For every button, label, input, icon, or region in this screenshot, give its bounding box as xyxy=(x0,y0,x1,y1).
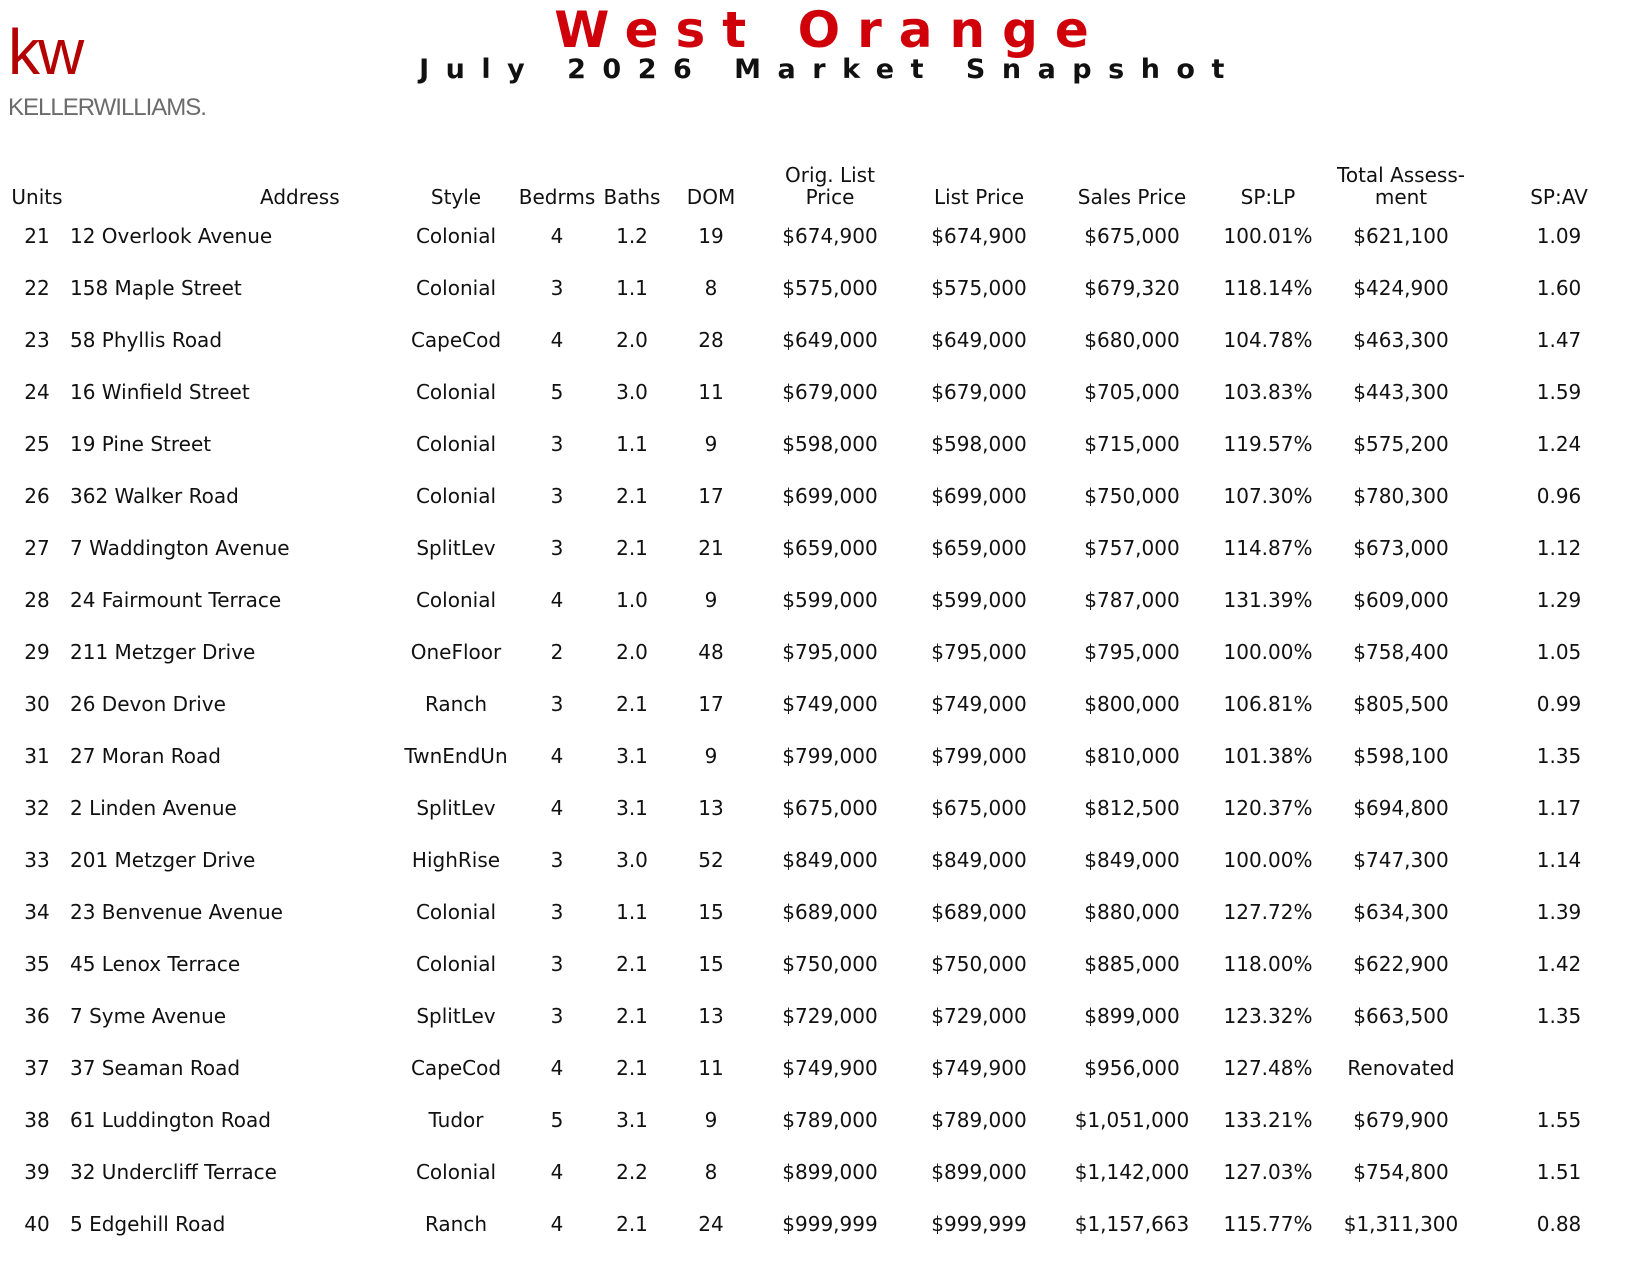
col-total-assessment-line2: ment xyxy=(1374,185,1428,209)
sp-av-cell: 1.47 xyxy=(1536,328,1582,352)
sp-lp-cell: 104.78% xyxy=(1223,328,1313,352)
sp-lp-cell: 107.30% xyxy=(1223,484,1313,508)
baths-cell: 1.2 xyxy=(616,224,648,248)
baths-cell: 3.1 xyxy=(616,796,648,820)
sp-lp-cell: 106.81% xyxy=(1223,692,1313,716)
sp-av-cell: 1.35 xyxy=(1536,744,1582,768)
sp-av-cell: 1.55 xyxy=(1536,1108,1582,1132)
baths-cell: 1.1 xyxy=(616,276,648,300)
bedrooms-cell: 5 xyxy=(550,380,564,404)
bedrooms-cell: 3 xyxy=(550,432,564,456)
address-cell: 26 Devon Drive xyxy=(70,692,226,716)
baths-cell: 2.1 xyxy=(616,1004,648,1028)
total-assessment-cell: $424,900 xyxy=(1353,276,1449,300)
total-assessment-cell: $575,200 xyxy=(1353,432,1449,456)
orig-list-price-cell: $675,000 xyxy=(782,796,878,820)
baths-cell: 3.0 xyxy=(616,848,648,872)
units-cell: 32 xyxy=(24,796,50,820)
style-cell: Colonial xyxy=(415,380,497,404)
units-cell: 40 xyxy=(24,1212,50,1236)
table-row xyxy=(8,1094,1642,1146)
sp-lp-cell: 100.00% xyxy=(1223,640,1313,664)
sp-av-cell: 1.24 xyxy=(1536,432,1582,456)
sales-price-cell: $880,000 xyxy=(1084,900,1180,924)
total-assessment-cell: $694,800 xyxy=(1353,796,1449,820)
total-assessment-cell: $463,300 xyxy=(1353,328,1449,352)
orig-list-price-cell: $674,900 xyxy=(782,224,878,248)
units-cell: 39 xyxy=(24,1160,50,1184)
days-on-market-cell: 48 xyxy=(698,640,724,664)
style-cell: Colonial xyxy=(415,588,497,612)
sp-lp-cell: 123.32% xyxy=(1223,1004,1313,1028)
bedrooms-cell: 3 xyxy=(550,952,564,976)
days-on-market-cell: 52 xyxy=(698,848,724,872)
address-cell: 5 Edgehill Road xyxy=(70,1212,226,1236)
orig-list-price-cell: $679,000 xyxy=(782,380,878,404)
style-cell: SplitLev xyxy=(416,1004,496,1028)
col-dom: DOM xyxy=(686,185,736,209)
header-row xyxy=(8,160,1642,210)
sales-price-cell: $679,320 xyxy=(1084,276,1180,300)
days-on-market-cell: 19 xyxy=(698,224,724,248)
style-cell: SplitLev xyxy=(416,796,496,820)
units-cell: 21 xyxy=(24,224,50,248)
total-assessment-cell: $673,000 xyxy=(1353,536,1449,560)
list-price-cell: $729,000 xyxy=(931,1004,1027,1028)
sp-av-cell xyxy=(1476,1042,1642,1094)
sales-price-cell: $885,000 xyxy=(1084,952,1180,976)
sp-av-cell: 1.12 xyxy=(1536,536,1582,560)
list-price-cell: $799,000 xyxy=(931,744,1027,768)
address-cell: 61 Luddington Road xyxy=(70,1108,271,1132)
total-assessment-cell: $747,300 xyxy=(1353,848,1449,872)
table-row xyxy=(8,834,1642,886)
style-cell: Colonial xyxy=(415,1160,497,1184)
col-baths: Baths xyxy=(603,185,661,209)
orig-list-price-cell: $799,000 xyxy=(782,744,878,768)
baths-cell: 2.1 xyxy=(616,484,648,508)
days-on-market-cell: 28 xyxy=(698,328,724,352)
bedrooms-cell: 4 xyxy=(550,588,564,612)
days-on-market-cell: 9 xyxy=(704,588,718,612)
baths-cell: 2.1 xyxy=(616,952,648,976)
list-price-cell: $795,000 xyxy=(931,640,1027,664)
table-row xyxy=(8,938,1642,990)
days-on-market-cell: 17 xyxy=(698,692,724,716)
list-price-cell: $674,900 xyxy=(931,224,1027,248)
total-assessment-cell: $805,500 xyxy=(1353,692,1449,716)
col-sales-price: Sales Price xyxy=(1077,185,1187,209)
address-cell: 16 Winfield Street xyxy=(70,380,250,404)
orig-list-price-cell: $749,900 xyxy=(782,1056,878,1080)
baths-cell: 2.1 xyxy=(616,1056,648,1080)
table-row xyxy=(8,782,1642,834)
style-cell: Ranch xyxy=(424,692,488,716)
style-cell: Colonial xyxy=(415,224,497,248)
list-price-cell: $679,000 xyxy=(931,380,1027,404)
keller-williams-wordmark: KELLERWILLIAMS. xyxy=(8,94,206,121)
sp-lp-cell: 100.01% xyxy=(1223,224,1313,248)
bedrooms-cell: 3 xyxy=(550,1004,564,1028)
style-cell: SplitLev xyxy=(416,536,496,560)
table-row xyxy=(8,314,1642,366)
list-price-cell: $849,000 xyxy=(931,848,1027,872)
list-price-cell: $750,000 xyxy=(931,952,1027,976)
sales-price-cell: $715,000 xyxy=(1084,432,1180,456)
sp-av-cell: 0.96 xyxy=(1536,484,1582,508)
units-cell: 29 xyxy=(24,640,50,664)
orig-list-price-cell: $598,000 xyxy=(782,432,878,456)
bedrooms-cell: 4 xyxy=(550,1160,564,1184)
sp-lp-cell: 101.38% xyxy=(1223,744,1313,768)
list-price-cell: $749,000 xyxy=(931,692,1027,716)
address-cell: 23 Benvenue Avenue xyxy=(70,900,283,924)
days-on-market-cell: 15 xyxy=(698,952,724,976)
style-cell: CapeCod xyxy=(410,328,502,352)
address-cell: 201 Metzger Drive xyxy=(70,848,256,872)
sp-lp-cell: 127.48% xyxy=(1223,1056,1313,1080)
units-cell: 36 xyxy=(24,1004,50,1028)
style-cell: HighRise xyxy=(411,848,501,872)
units-cell: 25 xyxy=(24,432,50,456)
sp-av-cell: 1.09 xyxy=(1536,224,1582,248)
list-price-cell: $575,000 xyxy=(931,276,1027,300)
bedrooms-cell: 3 xyxy=(550,900,564,924)
table-row xyxy=(8,886,1642,938)
address-cell: 7 Waddington Avenue xyxy=(70,536,290,560)
sales-price-cell: $675,000 xyxy=(1084,224,1180,248)
total-assessment-cell: $443,300 xyxy=(1353,380,1449,404)
total-assessment-cell: $780,300 xyxy=(1353,484,1449,508)
units-cell: 34 xyxy=(24,900,50,924)
list-price-cell: $749,900 xyxy=(931,1056,1027,1080)
style-cell: Colonial xyxy=(415,952,497,976)
sp-av-cell: 1.42 xyxy=(1536,952,1582,976)
style-cell: OneFloor xyxy=(410,640,502,664)
sales-price-cell: $1,157,663 xyxy=(1074,1212,1190,1236)
sp-lp-cell: 131.39% xyxy=(1223,588,1313,612)
table-row xyxy=(8,522,1642,574)
table-row xyxy=(8,262,1642,314)
table-row xyxy=(8,990,1642,1042)
orig-list-price-cell: $849,000 xyxy=(782,848,878,872)
style-cell: Tudor xyxy=(428,1108,484,1132)
market-snapshot-table xyxy=(8,160,1642,1250)
address-cell: 32 Undercliff Terrace xyxy=(70,1160,277,1184)
days-on-market-cell: 9 xyxy=(704,432,718,456)
sp-av-cell: 1.51 xyxy=(1536,1160,1582,1184)
col-list-price: List Price xyxy=(933,185,1025,209)
days-on-market-cell: 24 xyxy=(698,1212,724,1236)
days-on-market-cell: 9 xyxy=(704,1108,718,1132)
col-style: Style xyxy=(430,185,482,209)
baths-cell: 3.1 xyxy=(616,1108,648,1132)
list-price-cell: $659,000 xyxy=(931,536,1027,560)
table-row xyxy=(8,678,1642,730)
list-price-cell: $689,000 xyxy=(931,900,1027,924)
total-assessment-cell: $679,900 xyxy=(1353,1108,1449,1132)
sales-price-cell: $705,000 xyxy=(1084,380,1180,404)
address-cell: 37 Seaman Road xyxy=(70,1056,241,1080)
orig-list-price-cell: $795,000 xyxy=(782,640,878,664)
orig-list-price-cell: $750,000 xyxy=(782,952,878,976)
orig-list-price-cell: $575,000 xyxy=(782,276,878,300)
sp-av-cell: 1.39 xyxy=(1536,900,1582,924)
bedrooms-cell: 3 xyxy=(550,536,564,560)
units-cell: 26 xyxy=(24,484,50,508)
col-bedrms: Bedrms xyxy=(518,185,596,209)
sp-av-cell: 0.88 xyxy=(1536,1212,1582,1236)
baths-cell: 1.1 xyxy=(616,900,648,924)
col-orig-list-price xyxy=(756,160,904,210)
sales-price-cell: $680,000 xyxy=(1084,328,1180,352)
sales-price-cell: $1,142,000 xyxy=(1074,1160,1190,1184)
days-on-market-cell: 15 xyxy=(698,900,724,924)
baths-cell: 2.0 xyxy=(616,328,648,352)
sales-price-cell: $1,051,000 xyxy=(1074,1108,1190,1132)
units-cell: 22 xyxy=(24,276,50,300)
sp-lp-cell: 119.57% xyxy=(1223,432,1313,456)
sp-av-cell: 1.29 xyxy=(1536,588,1582,612)
address-cell: 7 Syme Avenue xyxy=(70,1004,227,1028)
col-total-assessment-line1: Total Assess- xyxy=(1337,163,1465,187)
days-on-market-cell: 13 xyxy=(698,1004,724,1028)
sp-lp-cell: 133.21% xyxy=(1223,1108,1313,1132)
bedrooms-cell: 5 xyxy=(550,1108,564,1132)
units-cell: 23 xyxy=(24,328,50,352)
list-price-cell: $599,000 xyxy=(931,588,1027,612)
total-assessment-cell: $634,300 xyxy=(1353,900,1449,924)
style-cell: Colonial xyxy=(415,484,497,508)
sales-price-cell: $787,000 xyxy=(1084,588,1180,612)
orig-list-price-cell: $659,000 xyxy=(782,536,878,560)
units-cell: 24 xyxy=(24,380,50,404)
table-row xyxy=(8,1042,1642,1094)
col-units: Units xyxy=(11,185,63,209)
table-row xyxy=(8,626,1642,678)
sales-price-cell: $899,000 xyxy=(1084,1004,1180,1028)
page-subtitle: July 2026 Market Snapshot xyxy=(419,54,1241,85)
style-cell: TwnEndUn xyxy=(404,744,508,768)
list-price-cell: $649,000 xyxy=(931,328,1027,352)
total-assessment-cell: $622,900 xyxy=(1353,952,1449,976)
baths-cell: 2.1 xyxy=(616,536,648,560)
sp-lp-cell: 127.72% xyxy=(1223,900,1313,924)
style-cell: CapeCod xyxy=(410,1056,502,1080)
total-assessment-cell: $1,311,300 xyxy=(1343,1212,1459,1236)
col-address: Address xyxy=(260,185,340,209)
kw-logo-mark: kw xyxy=(8,16,83,88)
table-row xyxy=(8,210,1642,262)
style-cell: Colonial xyxy=(415,276,497,300)
list-price-cell: $899,000 xyxy=(931,1160,1027,1184)
table-row xyxy=(8,1146,1642,1198)
days-on-market-cell: 21 xyxy=(698,536,724,560)
address-cell: 211 Metzger Drive xyxy=(70,640,256,664)
total-assessment-cell: $598,100 xyxy=(1353,744,1449,768)
orig-list-price-cell: $689,000 xyxy=(782,900,878,924)
days-on-market-cell: 13 xyxy=(698,796,724,820)
table-header xyxy=(8,160,1642,210)
style-cell: Colonial xyxy=(415,432,497,456)
units-cell: 33 xyxy=(24,848,50,872)
days-on-market-cell: 8 xyxy=(704,1160,718,1184)
table-row xyxy=(8,730,1642,782)
units-cell: 38 xyxy=(24,1108,50,1132)
orig-list-price-cell: $749,000 xyxy=(782,692,878,716)
bedrooms-cell: 4 xyxy=(550,1056,564,1080)
sp-lp-cell: 100.00% xyxy=(1223,848,1313,872)
style-cell: Ranch xyxy=(424,1212,488,1236)
days-on-market-cell: 8 xyxy=(704,276,718,300)
total-assessment-cell: $621,100 xyxy=(1353,224,1449,248)
orig-list-price-cell: $729,000 xyxy=(782,1004,878,1028)
bedrooms-cell: 3 xyxy=(550,484,564,508)
sp-lp-cell: 120.37% xyxy=(1223,796,1313,820)
baths-cell: 1.0 xyxy=(616,588,648,612)
units-cell: 31 xyxy=(24,744,50,768)
sp-av-cell: 0.99 xyxy=(1536,692,1582,716)
orig-list-price-cell: $999,999 xyxy=(782,1212,878,1236)
units-cell: 27 xyxy=(24,536,50,560)
table-row xyxy=(8,366,1642,418)
bedrooms-cell: 3 xyxy=(550,848,564,872)
total-assessment-cell: $758,400 xyxy=(1353,640,1449,664)
sales-price-cell: $849,000 xyxy=(1084,848,1180,872)
col-total-assessment xyxy=(1326,160,1476,210)
table-row xyxy=(8,418,1642,470)
bedrooms-cell: 4 xyxy=(550,328,564,352)
bedrooms-cell: 4 xyxy=(550,796,564,820)
list-price-cell: $675,000 xyxy=(931,796,1027,820)
address-cell: 27 Moran Road xyxy=(70,744,221,768)
keller-williams-logo xyxy=(8,16,248,126)
units-cell: 35 xyxy=(24,952,50,976)
sp-lp-cell: 118.00% xyxy=(1223,952,1313,976)
col-orig-list-price-line2: Price xyxy=(805,185,855,209)
orig-list-price-cell: $649,000 xyxy=(782,328,878,352)
units-cell: 37 xyxy=(24,1056,50,1080)
sp-av-cell: 1.14 xyxy=(1536,848,1582,872)
days-on-market-cell: 9 xyxy=(704,744,718,768)
sales-price-cell: $810,000 xyxy=(1084,744,1180,768)
table-row xyxy=(8,470,1642,522)
bedrooms-cell: 4 xyxy=(550,1212,564,1236)
address-cell: 45 Lenox Terrace xyxy=(70,952,241,976)
table-row xyxy=(8,574,1642,626)
sales-price-cell: $757,000 xyxy=(1084,536,1180,560)
page-title: West Orange xyxy=(554,1,1106,59)
days-on-market-cell: 11 xyxy=(698,380,724,404)
days-on-market-cell: 11 xyxy=(698,1056,724,1080)
col-orig-list-price-line1: Orig. List xyxy=(785,163,875,187)
bedrooms-cell: 2 xyxy=(550,640,564,664)
list-price-cell: $999,999 xyxy=(931,1212,1027,1236)
style-cell: Colonial xyxy=(415,900,497,924)
sp-lp-cell: 115.77% xyxy=(1223,1212,1313,1236)
address-cell: 158 Maple Street xyxy=(70,276,242,300)
sp-av-cell: 1.05 xyxy=(1536,640,1582,664)
total-assessment-cell: Renovated xyxy=(1347,1056,1455,1080)
sales-price-cell: $800,000 xyxy=(1084,692,1180,716)
sales-price-cell: $956,000 xyxy=(1084,1056,1180,1080)
bedrooms-cell: 3 xyxy=(550,276,564,300)
baths-cell: 2.1 xyxy=(616,1212,648,1236)
units-cell: 28 xyxy=(24,588,50,612)
bedrooms-cell: 4 xyxy=(550,744,564,768)
list-price-cell: $699,000 xyxy=(931,484,1027,508)
sales-price-cell: $795,000 xyxy=(1084,640,1180,664)
total-assessment-cell: $609,000 xyxy=(1353,588,1449,612)
baths-cell: 3.1 xyxy=(616,744,648,768)
sp-lp-cell: 127.03% xyxy=(1223,1160,1313,1184)
sp-av-cell: 1.60 xyxy=(1536,276,1582,300)
list-price-cell: $598,000 xyxy=(931,432,1027,456)
address-cell: 24 Fairmount Terrace xyxy=(70,588,282,612)
sp-lp-cell: 114.87% xyxy=(1223,536,1313,560)
sp-av-cell: 1.59 xyxy=(1536,380,1582,404)
col-sp-lp: SP:LP xyxy=(1240,185,1296,209)
days-on-market-cell: 17 xyxy=(698,484,724,508)
address-cell: 58 Phyllis Road xyxy=(70,328,223,352)
sales-price-cell: $812,500 xyxy=(1084,796,1180,820)
baths-cell: 3.0 xyxy=(616,380,648,404)
orig-list-price-cell: $789,000 xyxy=(782,1108,878,1132)
table-row xyxy=(8,1198,1642,1250)
address-cell: 362 Walker Road xyxy=(70,484,239,508)
baths-cell: 2.2 xyxy=(616,1160,648,1184)
orig-list-price-cell: $599,000 xyxy=(782,588,878,612)
total-assessment-cell: $754,800 xyxy=(1353,1160,1449,1184)
baths-cell: 2.0 xyxy=(616,640,648,664)
baths-cell: 1.1 xyxy=(616,432,648,456)
orig-list-price-cell: $899,000 xyxy=(782,1160,878,1184)
sales-price-cell: $750,000 xyxy=(1084,484,1180,508)
sp-av-cell: 1.35 xyxy=(1536,1004,1582,1028)
bedrooms-cell: 4 xyxy=(550,224,564,248)
table-body xyxy=(8,210,1642,1250)
sp-lp-cell: 103.83% xyxy=(1223,380,1313,404)
units-cell: 30 xyxy=(24,692,50,716)
col-sp-av: SP:AV xyxy=(1530,185,1588,209)
address-cell: 19 Pine Street xyxy=(70,432,212,456)
sp-lp-cell: 118.14% xyxy=(1223,276,1313,300)
bedrooms-cell: 3 xyxy=(550,692,564,716)
total-assessment-cell: $663,500 xyxy=(1353,1004,1449,1028)
address-cell: 12 Overlook Avenue xyxy=(70,224,273,248)
orig-list-price-cell: $699,000 xyxy=(782,484,878,508)
sp-av-cell: 1.17 xyxy=(1536,796,1582,820)
list-price-cell: $789,000 xyxy=(931,1108,1027,1132)
baths-cell: 2.1 xyxy=(616,692,648,716)
address-cell: 2 Linden Avenue xyxy=(70,796,237,820)
